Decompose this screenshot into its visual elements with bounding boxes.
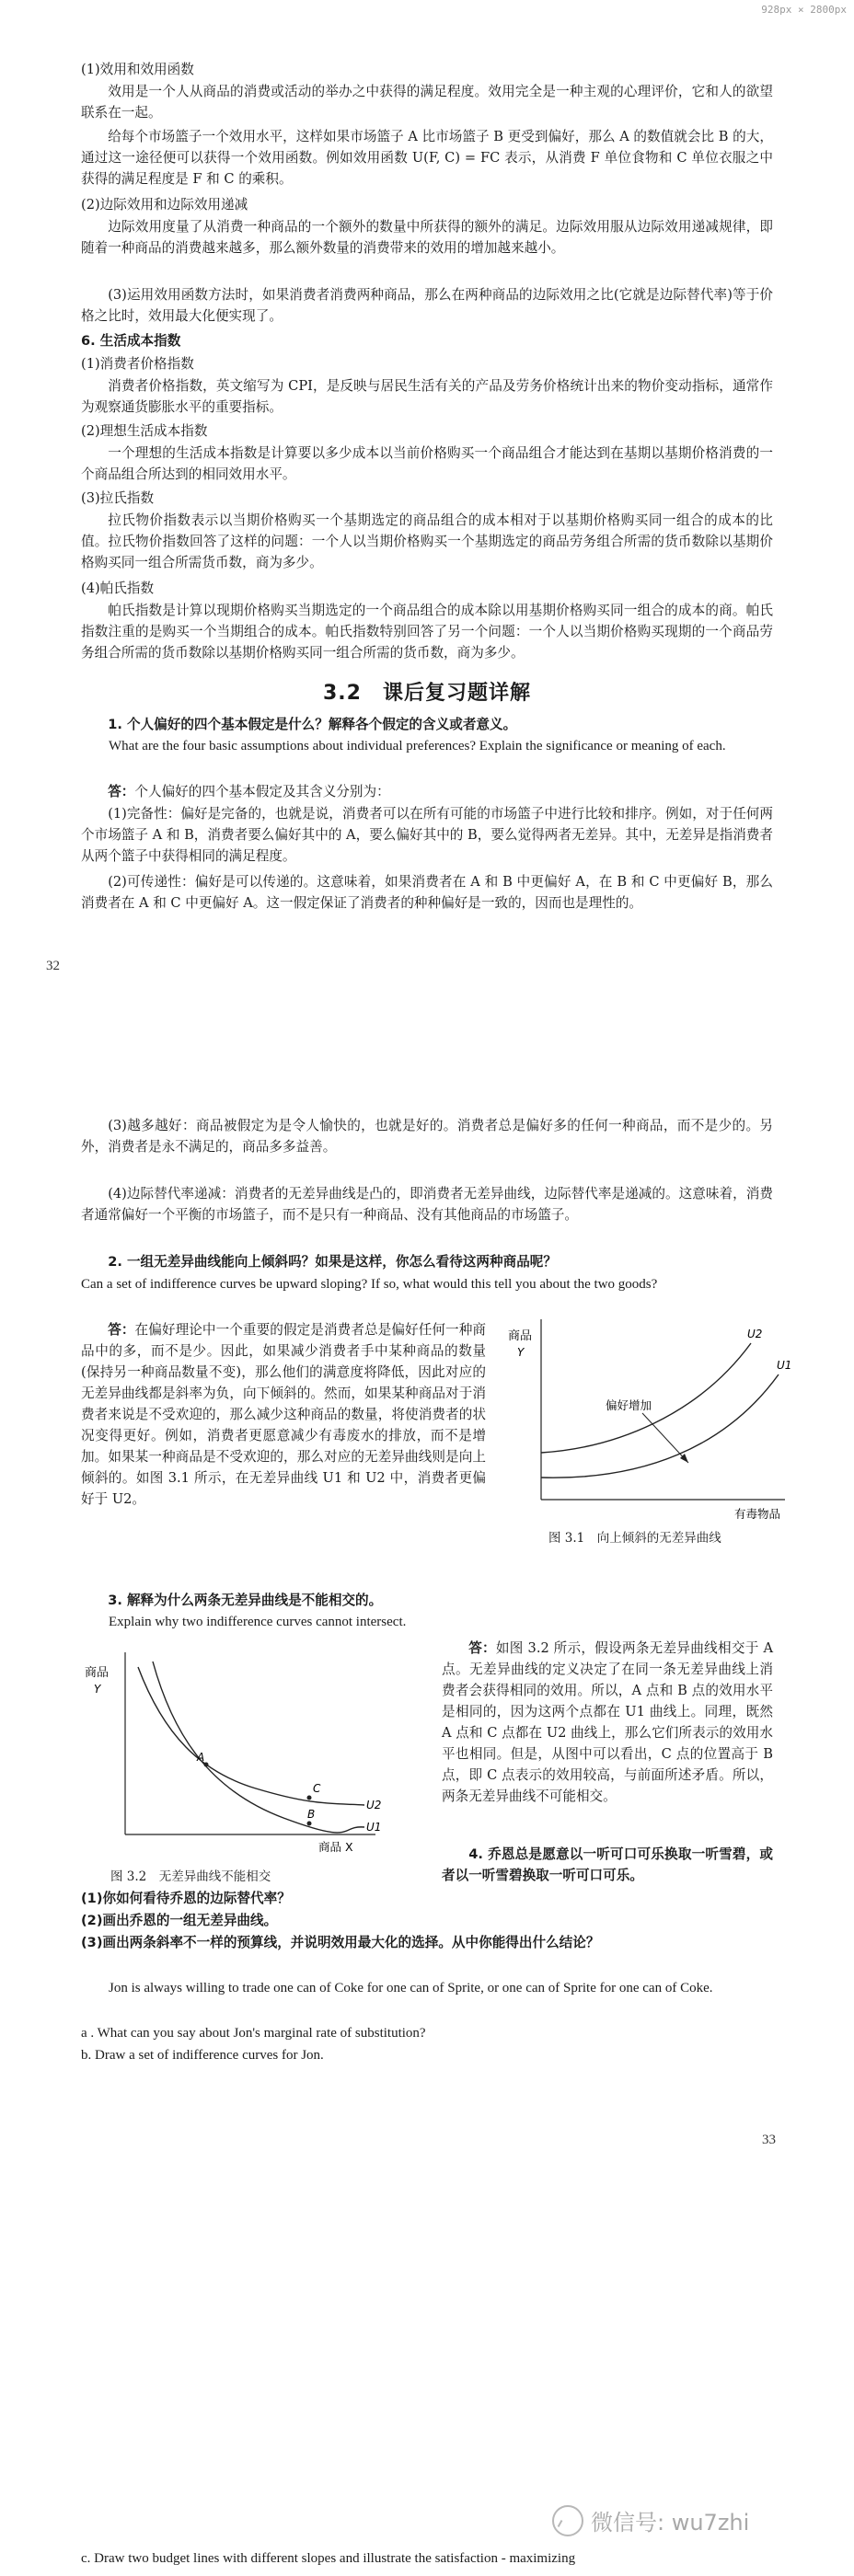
fig31-label-u1: U1 bbox=[777, 1359, 792, 1372]
fig31-label-u2: U2 bbox=[747, 1328, 763, 1340]
cpi-heading: (1)消费者价格指数 bbox=[81, 356, 194, 372]
q1-english: What are the four basic assumptions about individual preferences? Explain the significance or meaning of each. bbox=[109, 739, 726, 753]
ideal-index-heading: (2)理想生活成本指数 bbox=[81, 423, 208, 439]
q1-title: 1. 个人偏好的四个基本假定是什么？解释各个假定的含义或者意义。 bbox=[108, 717, 517, 732]
fig32-y-label: 商品 bbox=[85, 1666, 110, 1680]
q1-answer-intro bbox=[81, 781, 773, 802]
fig32-label-u1: U1 bbox=[366, 1821, 382, 1834]
wechat-id: 微信号: wu7zhi bbox=[591, 2510, 750, 2536]
q2-answer bbox=[81, 1319, 486, 1510]
q4-sub-1: (1)你如何看待乔恩的边际替代率？ bbox=[81, 1891, 291, 1906]
q4-english-c: c. Draw two budget lines with different slopes and illustrate the satisfaction - maximizing bbox=[81, 2551, 576, 2566]
q1-answer-diminishing-mrs: (4)边际替代率递减：消费者的无差异曲线是凸的，即消费者无差异曲线，边际替代率是递减的。这意味着，消费者通常偏好一个平衡的市场篮子，而不是只有一种商品、没有其他商品的市场篮子。 bbox=[81, 1186, 773, 1224]
paasche-paragraph: 帕氏指数是计算以现期价格购买当期选定的一个商品组合的成本除以用基期价格购买同一组合的成本的商。帕氏指数注重的是购买一个当期组合的成本。帕氏指数特别回答了另一个问题：一个人以当期价格购买现期的一个商品劳务组合所需的货币数除以基期价格购买同一组合所需的货币数，商为多少。 bbox=[81, 603, 773, 661]
q2-answer-text: 在偏好理论中一个重要的假定是消费者总是偏好任何一种商品中的多，而不是少。因此，如果减少消费者手中某种商品的数量(保持另一种商品数量不变)，那么他们的满意度将降低，因此对应的无差异曲线都是斜率为负，向下倾斜的。然而，如果某种商品对于消费者来说是不受欢迎的，那么减少这种商品的数量，将使消费者的状况变得更好。例如，消费者更愿意减少有毒废水的排放，而不是增加。如果某一种商品是不受欢迎的，那么对应的无差异曲线则是向上倾斜的。如图 3.1 所示，在无差异曲线 U1 和 U2 中，消费者更偏好于 U2。 bbox=[81, 1322, 486, 1508]
q4-english-a: a . What can you say about Jon's marginal rate of substitution? bbox=[81, 2026, 426, 2041]
fig31-caption: 图 3.1 向上倾斜的无差异曲线 bbox=[548, 1531, 721, 1546]
utility-paragraph-2: 给每个市场篮子一个效用水平，这样如果市场篮子 A 比市场篮子 B 更受到偏好，那么 A 的数值就会比 B 的大，通过这一途径便可以获得一个效用函数。例如效用函数 U(F, C) = FC 表示，从消费 F 单位食物和 C 单位衣服之中获得的满足程度是 F 和 C 的乘积。 bbox=[81, 129, 773, 188]
section-title: 3.2 课后复习题详解 bbox=[323, 682, 531, 705]
q3-title: 3. 解释为什么两条无差异曲线是不能相交的。 bbox=[108, 1593, 383, 1608]
fig32-y-label-letter: Y bbox=[94, 1683, 101, 1696]
fig32-label-a: A bbox=[197, 1751, 205, 1764]
fig32-point-a bbox=[204, 1763, 209, 1767]
fig32-point-c bbox=[307, 1796, 312, 1800]
q3-answer bbox=[442, 1638, 773, 1807]
fig31-y-label: 商品 bbox=[508, 1329, 533, 1343]
marginal-utility-paragraph: 边际效用度量了从消费一种商品的一个额外的数量中所获得的额外的满足。边际效用服从边际效用递减规律，即随着一种商品的消费越来越多，那么额外数量的消费带来的效用的增加越来越小。 bbox=[81, 219, 773, 257]
page-gap bbox=[0, 986, 854, 1106]
q4-english: Jon is always willing to trade one can of Coke for one can of Sprite, or one can of Sprite for one can of Coke. bbox=[109, 1981, 713, 1995]
q2-title: 2. 一组无差异曲线能向上倾斜吗？如果是这样，你怎么看待这两种商品呢？ bbox=[108, 1254, 557, 1270]
q3-answer-text: 如图 3.2 所示，假设两条无差异曲线相交于 A 点。无差异曲线的定义决定了在同一条无差异曲线上消费者会获得相同的效用。所以，A 点和 B 点的效用水平是相同的，因为这两个点都在 U1 曲线上。同理，既然 A 点和 C 点都在 U2 曲线上，那么它们所表示的效用水平也相同。但是，从图中可以看出，C 点的位置高于 B 点，即 C 点表示的效用较高，与前面所述矛盾。所以，两条无差异曲线不可能相交。 bbox=[442, 1640, 773, 1805]
fig32-caption: 图 3.2 无差异曲线不能相交 bbox=[110, 1869, 271, 1884]
fig31-y-label-letter: Y bbox=[517, 1346, 525, 1359]
cost-of-living-heading: 6. 生活成本指数 bbox=[81, 333, 181, 349]
laspeyres-paragraph: 拉氏物价指数表示以当期价格购买一个基期选定的商品组合的成本相对于以基期价格购买同一组合的成本的比值。拉氏物价指数回答了这样的问题：一个人以当期价格购买一个基期选定的商品劳务组合所需的货币数除以基期价格购买同一组合所需货币数，商为多少。 bbox=[81, 512, 773, 571]
q1-answer-more-is-better: (3)越多越好：商品被假定为是令人愉快的，也就是好的。消费者总是偏好多的任何一种商品，而不是少的。另外，消费者是永不满足的，商品多多益善。 bbox=[81, 1118, 773, 1156]
q1-answer-completeness: (1)完备性：偏好是完备的，也就是说，消费者可以在所有可能的市场篮子中进行比较和排序。例如，对于任何两个市场篮子 A 和 B，消费者要么偏好其中的 A，要么偏好其中的 B，要么觉得两者无差异。其中，无差异是指消费者从两个篮子中获得相同的满足程度。 bbox=[81, 806, 773, 865]
q4-english-b: b. Draw a set of indifference curves for Jon. bbox=[81, 2048, 324, 2063]
paasche-heading: (4)帕氏指数 bbox=[81, 581, 155, 596]
marginal-utility-heading: (2)边际效用和边际效用递减 bbox=[81, 197, 248, 213]
utility-maximization-paragraph: (3)运用效用函数方法时，如果消费者消费两种商品，那么在两种商品的边际效用之比(它就是边际替代率)等于价格之比时，效用最大化便实现了。 bbox=[81, 287, 773, 325]
fig32-label-c: C bbox=[313, 1782, 321, 1795]
q1-answer-transitivity: (2)可传递性：偏好是可以传递的。这意味着，如果消费者在 A 和 B 中更偏好 A，在 B 和 C 中更偏好 B，那么消费者在 A 和 C 中更偏好 A。这一假定保证了消费者的种种偏好是一致的，因而也是理性的。 bbox=[81, 874, 773, 912]
q3-english: Explain why two indifference curves cannot intersect. bbox=[109, 1615, 407, 1629]
fig31-curve-u2 bbox=[541, 1374, 779, 1478]
q4-sub-2: (2)画出乔恩的一组无差异曲线。 bbox=[81, 1913, 278, 1928]
page-number-33: 33 bbox=[762, 2133, 776, 2147]
answer-label: 答： bbox=[108, 784, 135, 799]
fig31-arrow-label: 偏好增加 bbox=[606, 1398, 652, 1412]
page-size-label: 928px × 2800px bbox=[761, 4, 847, 16]
answer-label: 答： bbox=[468, 1640, 496, 1656]
page-number-32: 32 bbox=[46, 959, 60, 973]
wechat-icon bbox=[552, 2505, 583, 2536]
q4-sub-3: (3)画出两条斜率不一样的预算线，并说明效用最大化的选择。从中你能得出什么结论？ bbox=[81, 1935, 600, 1950]
q1-answer-intro-text: 个人偏好的四个基本假定及其含义分别为： bbox=[134, 784, 390, 799]
fig32-label-b: B bbox=[307, 1808, 316, 1821]
answer-label: 答： bbox=[108, 1322, 135, 1338]
utility-heading: (1)效用和效用函数 bbox=[81, 62, 194, 77]
fig32-curve-u1 bbox=[153, 1662, 364, 1833]
fig32-x-label: 商品 X bbox=[318, 1840, 353, 1854]
fig32-label-u2: U2 bbox=[366, 1799, 382, 1811]
cpi-paragraph: 消费者价格指数，英文缩写为 CPI，是反映与居民生活有关的产品及劳务价格统计出来的物价变动指标，通常作为观察通货膨胀水平的重要指标。 bbox=[81, 378, 773, 416]
fig32-point-b bbox=[307, 1822, 312, 1826]
ideal-index-paragraph: 一个理想的生活成本指数是计算要以多少成本以当前价格购买一个商品组合才能达到在基期以基期价格消费的一个商品组合所达到的相同效用水平。 bbox=[81, 445, 773, 483]
figure-3-2 bbox=[72, 1634, 389, 1878]
fig32-curve-u2 bbox=[138, 1667, 364, 1805]
q2-english: Can a set of indifference curves be upward sloping? If so, what would this tell you about the two goods? bbox=[81, 1277, 658, 1292]
figure-3-1 bbox=[504, 1310, 799, 1549]
utility-paragraph-1: 效用是一个人从商品的消费或活动的举办之中获得的满足程度。效用完全是一种主观的心理评价，它和人的欲望联系在一起。 bbox=[81, 84, 773, 121]
wechat-watermark bbox=[552, 2504, 749, 2536]
fig31-x-label: 有毒物品 bbox=[734, 1507, 781, 1521]
fig31-preference-arrow bbox=[642, 1413, 688, 1463]
q4-title: 4. 乔恩总是愿意以一听可口可乐换取一听雪碧，或者以一听雪碧换取一听可口可乐。 bbox=[442, 1846, 773, 1884]
laspeyres-heading: (3)拉氏指数 bbox=[81, 490, 155, 506]
